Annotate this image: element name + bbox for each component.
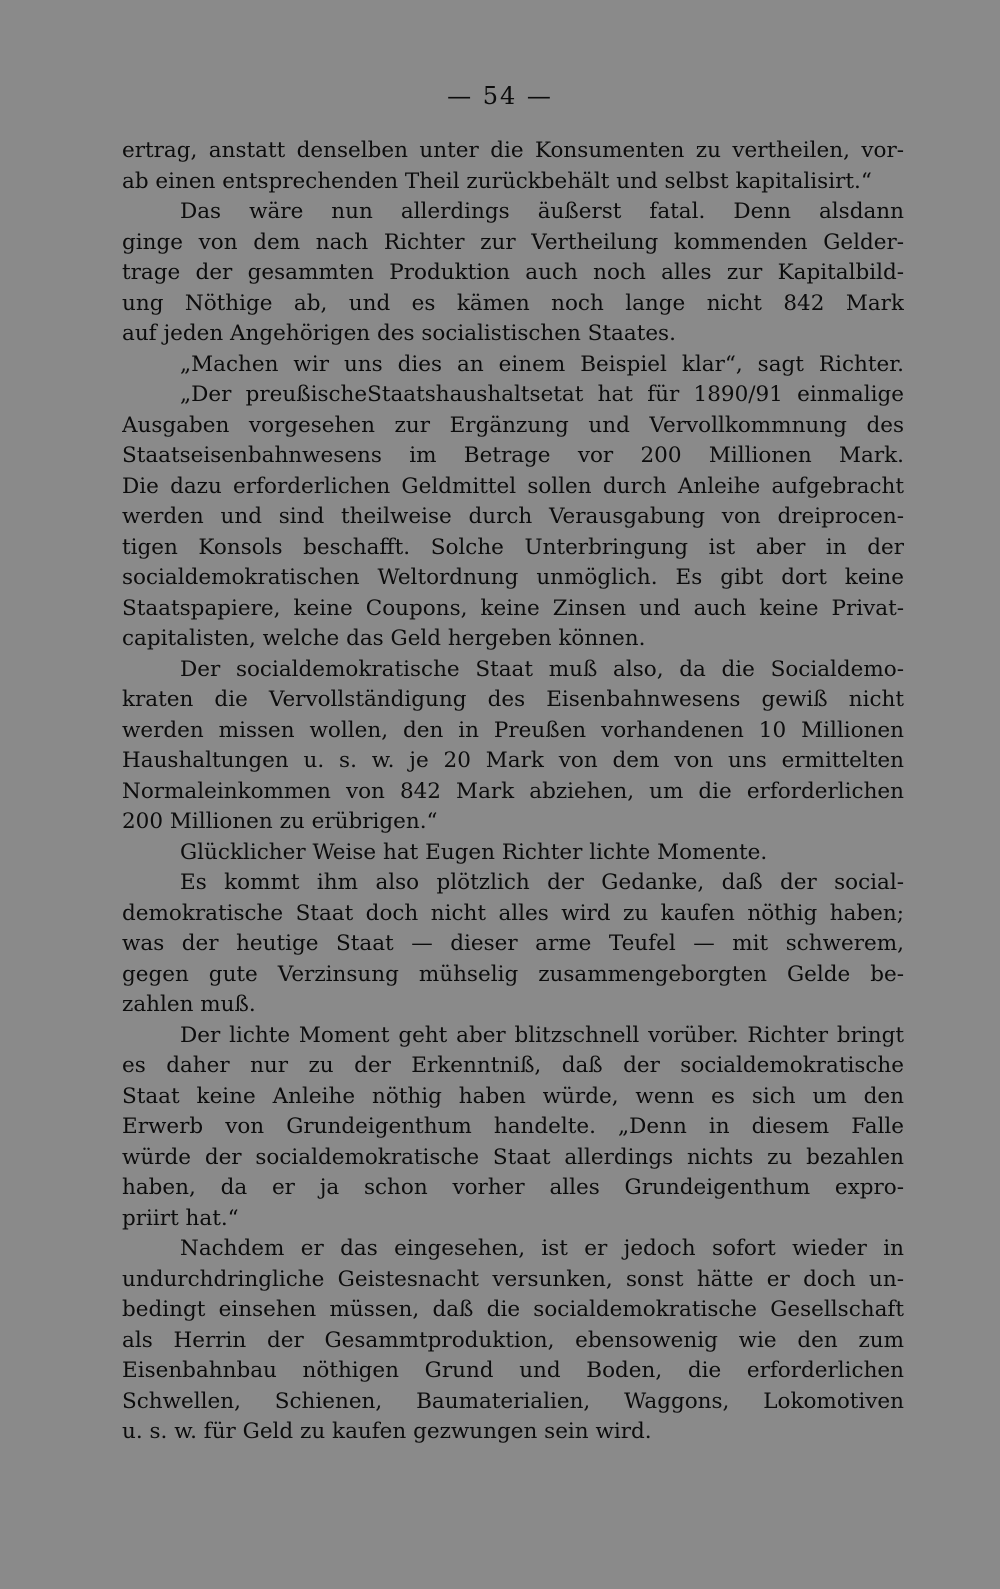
- text-line: als Herrin der Gesammtproduktion, ebensowenig wie den zum: [122, 1327, 904, 1353]
- text-line: trage der gesammten Produktion auch noch alles zur Kapitalbild-: [122, 260, 904, 285]
- text-line: Der lichte Moment geht aber blitzschnell vorüber. Richter bringt: [180, 1022, 904, 1048]
- text-line: Staat keine Anleihe nöthig haben würde, wenn es sich um den: [122, 1083, 904, 1109]
- text-line: Erwerb von Grundeigenthum handelte. „Denn in diesem Falle: [122, 1114, 904, 1139]
- text-line: würde der socialdemokratische Staat allerdings nichts zu bezahlen: [122, 1144, 904, 1170]
- text-line: werden missen wollen, den in Preußen vorhandenen 10 Millionen: [122, 717, 904, 743]
- text-line: Staatseisenbahnwesens im Betrage vor 200 Millionen Mark.: [122, 443, 904, 468]
- text-line: gegen gute Verzinsung mühselig zusammengeborgten Gelde be-: [122, 961, 904, 987]
- text-line: u. s. w. für Geld zu kaufen gezwungen sein wird.: [122, 1419, 652, 1444]
- text-line: Es kommt ihm also plötzlich der Gedanke, daß der social-: [180, 870, 904, 895]
- text-line: tigen Konsols beschafft. Solche Unterbringung ist aber in der: [122, 534, 904, 560]
- text-line: Der socialdemokratische Staat muß also, da die Socialdemo-: [180, 656, 904, 682]
- text-line: ertrag, anstatt denselben unter die Konsumenten zu vertheilen, vor-: [122, 138, 904, 163]
- text-line: es daher nur zu der Erkenntniß, daß der socialdemokratische: [122, 1053, 904, 1078]
- text-line: 200 Millionen zu erübrigen.“: [122, 809, 438, 834]
- text-line: Das wäre nun allerdings äußerst fatal. Denn alsdann: [180, 199, 904, 224]
- text-line: priirt hat.“: [122, 1205, 239, 1231]
- text-line: Schwellen, Schienen, Baumaterialien, Waggons, Lokomotiven: [122, 1388, 904, 1414]
- page-number: — 54 —: [447, 82, 553, 110]
- text-line: haben, da er ja schon vorher alles Grundeigenthum expro-: [122, 1175, 904, 1200]
- text-line: Die dazu erforderlichen Geldmittel sollen durch Anleihe aufgebracht: [122, 473, 904, 499]
- text-line: Normaleinkommen von 842 Mark abziehen, um die erforderlichen: [122, 778, 904, 804]
- text-line: Nachdem er das eingesehen, ist er jedoch sofort wieder in: [180, 1236, 904, 1261]
- text-line: zahlen muß.: [122, 992, 256, 1017]
- text-line: Ausgaben vorgesehen zur Ergänzung und Vervollkommnung des: [122, 412, 904, 438]
- text-line: auf jeden Angehörigen des socialistischen Staates.: [122, 321, 676, 346]
- text-line: Staatspapiere, keine Coupons, keine Zinsen und auch keine Privat-: [122, 595, 904, 621]
- text-line: capitalisten, welche das Geld hergeben können.: [122, 626, 646, 651]
- text-line: socialdemokratischen Weltordnung unmöglich. Es gibt dort keine: [122, 565, 904, 590]
- text-line: ginge von dem nach Richter zur Vertheilung kommenden Gelder-: [122, 229, 904, 255]
- text-line: demokratische Staat doch nicht alles wird zu kaufen nöthig haben;: [122, 900, 904, 926]
- text-line: undurchdringliche Geistesnacht versunken, sonst hätte er doch un-: [122, 1266, 904, 1292]
- text-line: bedingt einsehen müssen, daß die socialdemokratische Gesellschaft: [122, 1297, 904, 1322]
- text-line: kraten die Vervollständigung des Eisenbahnwesens gewiß nicht: [122, 687, 904, 712]
- text-line: Eisenbahnbau nöthigen Grund und Boden, die erforderlichen: [122, 1358, 904, 1383]
- text-line: Haushaltungen u. s. w. je 20 Mark von dem von uns ermittelten: [122, 748, 904, 773]
- text-line: „Machen wir uns dies an einem Beispiel klar“, sagt Richter.: [180, 351, 904, 377]
- text-line: was der heutige Staat — dieser arme Teufel — mit schwerem,: [122, 931, 904, 956]
- text-line: Glücklicher Weise hat Eugen Richter lichte Momente.: [180, 839, 768, 865]
- text-line: ung Nöthige ab, und es kämen noch lange nicht 842 Mark: [122, 290, 904, 316]
- text-line: werden und sind theilweise durch Verausgabung von dreiprocen-: [122, 504, 904, 529]
- text-line: ab einen entsprechenden Theil zurückbehält und selbst kapitalisirt.“: [122, 168, 872, 194]
- text-line: „Der preußischeStaatshaushaltsetat hat für 1890/91 einmalige: [180, 382, 904, 407]
- body-text: [122, 136, 904, 1448]
